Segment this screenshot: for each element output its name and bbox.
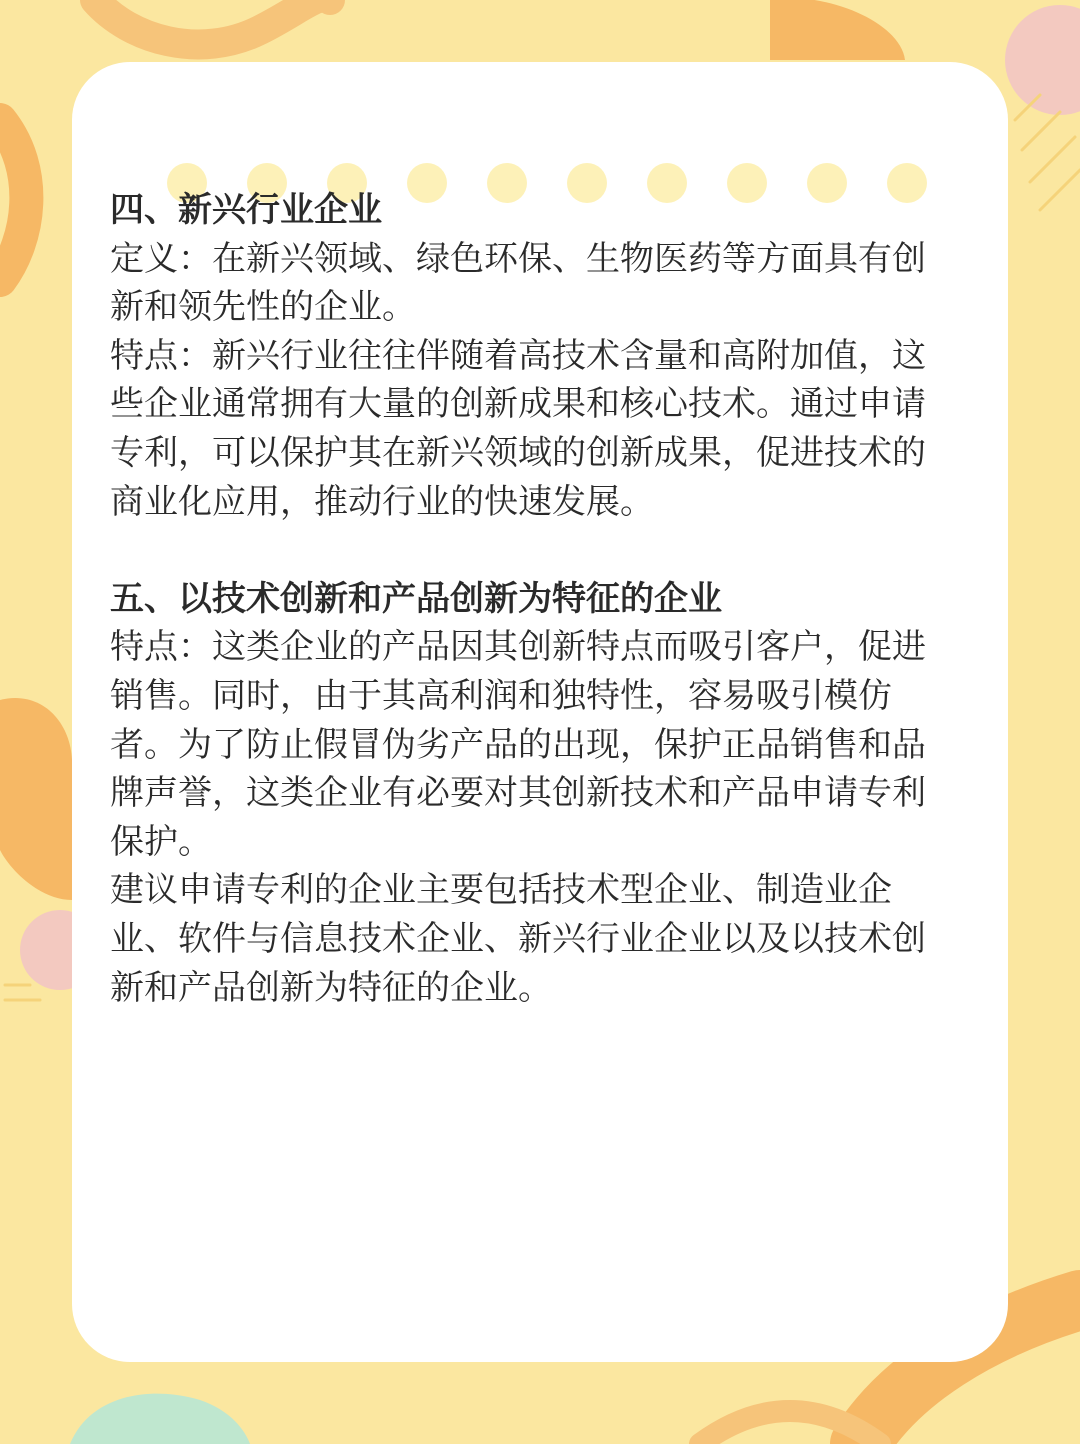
content-card [72, 62, 1008, 1362]
section-5-summary: 建议申请专利的企业主要包括技术型企业、制造业企业、软件与信息技术企业、新兴行业企业以及以技术创新和产品创新为特征的企业。 [110, 870, 926, 1008]
section-4-features: 特点：新兴行业往往伴随着高技术含量和高附加值，这些企业通常拥有大量的创新成果和核心技术。通过申请专利，可以保护其在新兴领域的创新成果，促进技术的商业化应用，推动行业的快速发展。 [110, 335, 926, 522]
section-4-title: 四、新兴行业企业 [110, 190, 382, 230]
article-body [110, 186, 946, 1012]
section-5-features: 特点：这类企业的产品因其创新特点而吸引客户，促进销售。同时，由于其高利润和独特性，容易吸引模仿者。为了防止假冒伪劣产品的出现，保护正品销售和品牌声誉，这类企业有必要对其创新技术和产品申请专利保护。 [110, 627, 926, 862]
section-5-title: 五、以技术创新和产品创新为特征的企业 [110, 578, 722, 619]
section-4-definition: 定义：在新兴领域、绿色环保、生物医药等方面具有创新和领先性的企业。 [110, 238, 926, 328]
paragraph-gap [110, 526, 946, 575]
